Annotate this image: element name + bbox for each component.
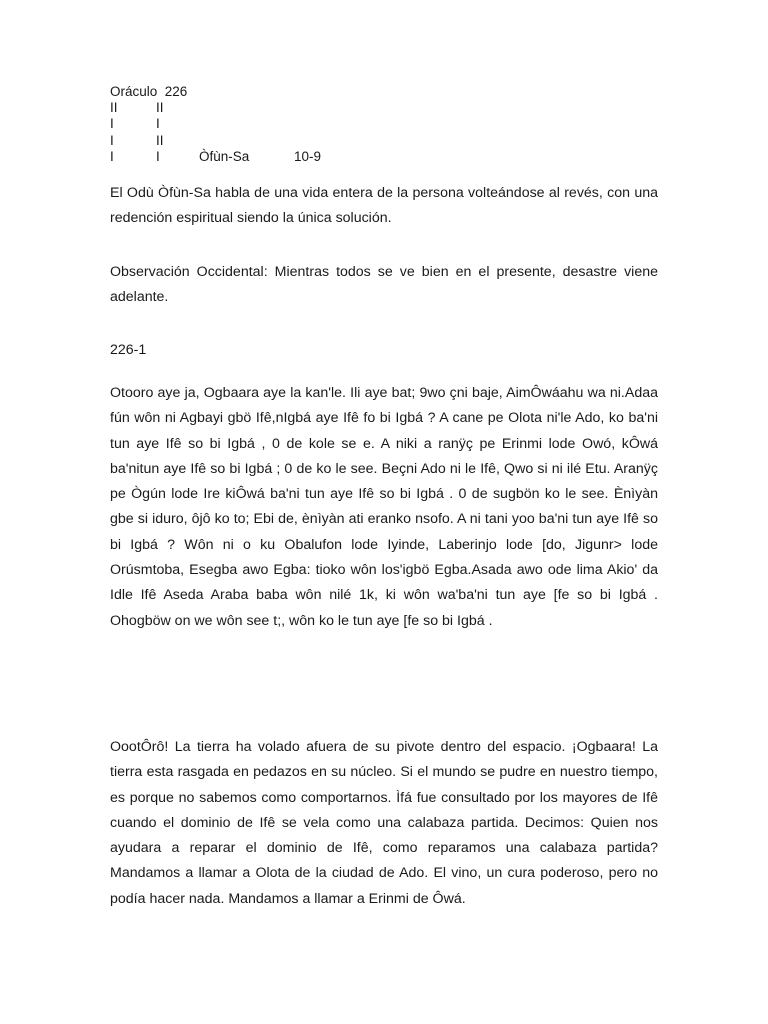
document-page (110, 84, 658, 907)
mark-left: II (110, 100, 118, 116)
intro-paragraph: El Odù Òfùn-Sa habla de una vida entera de la persona volteándose al revés, con una redención espiritual siendo la única solución. (110, 185, 658, 227)
header-row (110, 133, 658, 149)
header-row (110, 116, 658, 132)
header-row (110, 100, 658, 116)
header-row (110, 84, 658, 100)
mark-left: I (110, 148, 114, 164)
mark-left: I (110, 132, 114, 148)
section-number: 226-1 (110, 342, 147, 358)
mark-right: II (156, 100, 164, 116)
observation-paragraph: Observación Occidental: Mientras todos se ve bien en el presente, desastre viene adelante. (110, 264, 658, 306)
mark-left: I (110, 116, 114, 132)
mark-right: I (156, 148, 160, 164)
spanish-translation-paragraph: OootÔrô! La tierra ha volado afuera de su pivote dentro del espacio. ¡Ogbaara! La tierra esta rasgada en pedazos en su núcleo. Si el mundo se pudre en nuestro tiempo, es porque no sabemos como comportarnos. Ìfá fue consultado por los mayores de Ifê cuando el dominio de Ifê se vela como una calabaza partida. Decimos: Quien nos ayudara a reparar el dominio de Ifê, como reparamos una calabaza partida? Mandamos a llamar a Olota de la ciudad de Ado. El vino, un cura poderoso, pero no podía hacer nada. Mandamos a llamar a Erinmi de Ôwá. (110, 739, 658, 907)
odu-number: 10-9 (294, 148, 322, 164)
mark-right: I (156, 116, 160, 132)
oracle-header (110, 84, 658, 165)
odu-name: Òfùn-Sa (199, 148, 250, 164)
header-row (110, 149, 658, 165)
oracle-title: Oráculo 226 (110, 84, 188, 99)
mark-right: II (156, 132, 164, 148)
yoruba-verse-paragraph: Otooro aye ja, Ogbaara aye la kan'le. Ili aye bat; 9wo çni baje, AimÔwáahu wa ni.Adaa fún wôn ni Agbayi gbö Ifê,nIgbá aye Ifê fo bi Igbá ? A cane pe Olota ni'le Ado, ko ba'ni tun aye Ifê so bi Igbá , 0 de kole se e. A niki a ranÿç pe Erinmi lode Owó, kÔwá ba'nitun aye Ifê so bi Igbá ; 0 de ko le see. Beçni Ado ni le Ifê, Qwo si ni ilé Etu. Aranÿç pe Ògún lode Ire kiÔwá ba'ni tun aye Ifê so bi Igbá . 0 de sugbön ko le see. Ènìyàn gbe si iduro, ôjô ko to; Ebi de, ènìyàn ati eranko nsofo. A ni tani yoo ba'ni tun aye Ifê so bi Igbá ? Wôn ni o ku Obalufon lode Iyinde, Laberinjo lode [do, Jigunr> lode Orúsmtoba, Esegba awo Egba: tioko wôn los'igbö Egba.Asada awo ode lima Akio' da Idle Ifê Aseda Araba baba wôn nilé 1k, ki wôn wa'ba'ni tun aye [fe so bi Igbá . Ohogböw on we wôn see t;, wôn ko le tun aye [fe so bi Igbá . (110, 385, 658, 629)
